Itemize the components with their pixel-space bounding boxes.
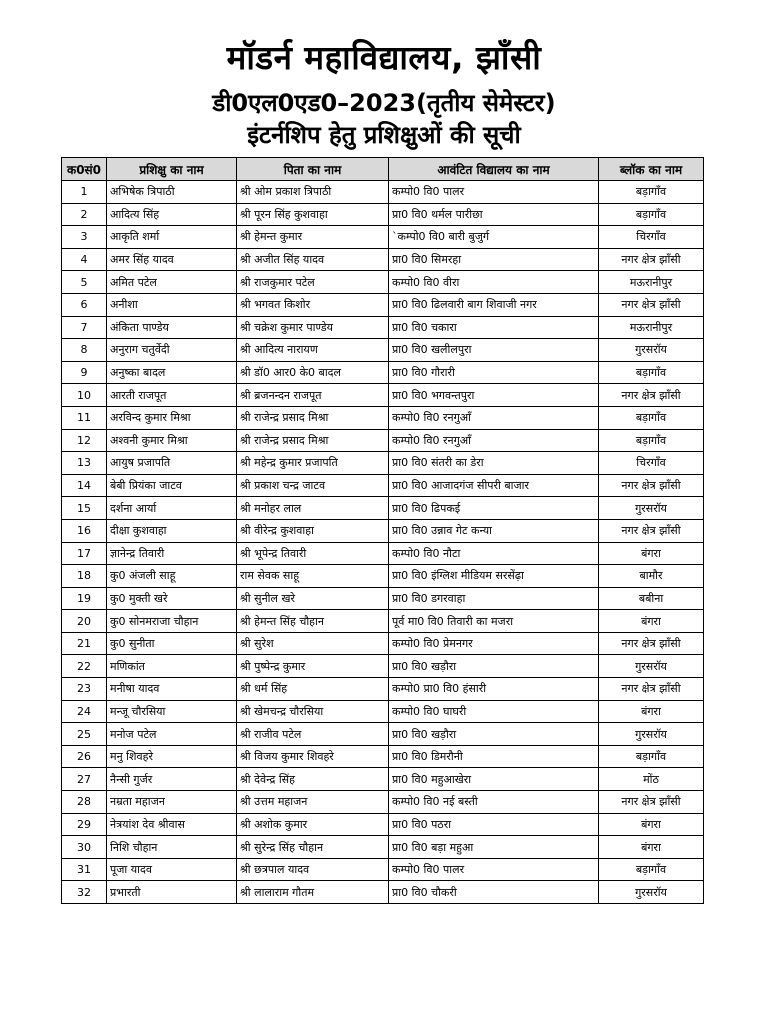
block-name-cell: गुरसरॉय (599, 655, 704, 678)
table-row (62, 293, 704, 316)
school-name-cell: कम्पो0 वि0 पालर (389, 858, 599, 881)
table-row (62, 519, 704, 542)
table-row (62, 271, 704, 294)
trainee-name-cell: अरविन्द कुमार मिश्रा (107, 406, 237, 429)
father-name-cell: श्री हेमन्त सिंह चौहान (237, 610, 389, 633)
trainee-name-cell: नेत्रयांश देव श्रीवास (107, 813, 237, 836)
school-name-cell: प्रा0 वि0 डगरवाहा (389, 587, 599, 610)
trainee-name-cell: आयुष प्रजापति (107, 452, 237, 475)
table-row (62, 339, 704, 362)
father-name-cell: श्री मनोहर लाल (237, 497, 389, 520)
table-row (62, 881, 704, 904)
school-name-cell: प्रा0 वि0 खड़ौरा (389, 655, 599, 678)
block-name-cell: गुरसरॉय (599, 881, 704, 904)
block-name-cell: मऊरानीपुर (599, 316, 704, 339)
father-name-cell: श्री आदित्य नारायण (237, 339, 389, 362)
table-row (62, 678, 704, 701)
school-name-cell: प्रा0 वि0 इंग्लिश मीडियम सरसेंढ़ा (389, 565, 599, 588)
serial-cell: 31 (62, 858, 107, 881)
trainee-name-cell: नम्रता महाजन (107, 791, 237, 814)
father-name-cell: श्री विजय कुमार शिवहरे (237, 745, 389, 768)
trainee-name-cell: कु0 सुनीता (107, 632, 237, 655)
table-row (62, 203, 704, 226)
father-name-cell: श्री सुनील खरे (237, 587, 389, 610)
school-name-cell: प्रा0 वि0 ढिलवारी बाग शिवाजी नगर (389, 293, 599, 316)
table-row (62, 542, 704, 565)
trainee-name-cell: मनु शिवहरे (107, 745, 237, 768)
father-name-cell: श्री देवेन्द्र सिंह (237, 768, 389, 791)
father-name-cell: श्री ओम प्रकाश त्रिपाठी (237, 181, 389, 204)
block-name-cell: बंगरा (599, 542, 704, 565)
serial-cell: 2 (62, 203, 107, 226)
trainee-name-cell: मनोज पटेल (107, 723, 237, 746)
table-row (62, 429, 704, 452)
trainee-name-cell: अनुष्का बादल (107, 361, 237, 384)
block-name-cell: चिरगाँव (599, 452, 704, 475)
trainee-name-cell: दीक्षा कुशवाहा (107, 519, 237, 542)
serial-cell: 5 (62, 271, 107, 294)
father-name-cell: श्री अजीत सिंह यादव (237, 248, 389, 271)
trainee-name-cell: निशि चौहान (107, 836, 237, 859)
school-name-cell: प्रा0 वि0 चौकरी (389, 881, 599, 904)
school-name-cell: प्रा0 वि0 सिमरहा (389, 248, 599, 271)
trainee-name-cell: मणिकांत (107, 655, 237, 678)
serial-cell: 12 (62, 429, 107, 452)
serial-cell: 32 (62, 881, 107, 904)
serial-cell: 13 (62, 452, 107, 475)
serial-cell: 20 (62, 610, 107, 633)
block-name-cell: बड़ागाँव (599, 858, 704, 881)
serial-cell: 14 (62, 474, 107, 497)
trainee-name-cell: कु0 मुक्ती खरे (107, 587, 237, 610)
block-name-cell: मऊरानीपुर (599, 271, 704, 294)
list-title: इंटर्नशिप हेतु प्रशिक्षुओं की सूची (247, 121, 521, 149)
father-name-cell: श्री भगवत किशोर (237, 293, 389, 316)
col-header-trainee-name: प्रशिक्षु का नाम (107, 158, 237, 181)
trainee-name-cell: अनीशा (107, 293, 237, 316)
trainee-name-cell: आरती राजपूत (107, 384, 237, 407)
serial-cell: 1 (62, 181, 107, 204)
table-header-row (62, 158, 704, 181)
serial-cell: 23 (62, 678, 107, 701)
serial-cell: 19 (62, 587, 107, 610)
table-row (62, 745, 704, 768)
school-name-cell: कम्पो0 वि0 रनगुआँ (389, 406, 599, 429)
school-name-cell: प्रा0 वि0 डिमरौनी (389, 745, 599, 768)
father-name-cell: श्री लालाराम गौतम (237, 881, 389, 904)
block-name-cell: बबीना (599, 587, 704, 610)
table-row (62, 655, 704, 678)
block-name-cell: नगर क्षेत्र झाँसी (599, 248, 704, 271)
block-name-cell: नगर क्षेत्र झाँसी (599, 474, 704, 497)
table-row (62, 226, 704, 249)
father-name-cell: श्री राजेन्द्र प्रसाद मिश्रा (237, 429, 389, 452)
serial-cell: 15 (62, 497, 107, 520)
father-name-cell: श्री हेमन्त कुमार (237, 226, 389, 249)
serial-cell: 7 (62, 316, 107, 339)
serial-cell: 18 (62, 565, 107, 588)
table-row (62, 723, 704, 746)
school-name-cell: कम्पो0 वि0 नौटा (389, 542, 599, 565)
table-row (62, 181, 704, 204)
block-name-cell: नगर क्षेत्र झाँसी (599, 519, 704, 542)
serial-cell: 24 (62, 700, 107, 723)
school-name-cell: प्रा0 वि0 ढिपकई (389, 497, 599, 520)
block-name-cell: नगर क्षेत्र झाँसी (599, 293, 704, 316)
block-name-cell: बामौर (599, 565, 704, 588)
school-name-cell: `कम्पो0 वि0 बारी बुजुर्ग (389, 226, 599, 249)
father-name-cell: श्री चक्रेश कुमार पाण्डेय (237, 316, 389, 339)
serial-cell: 25 (62, 723, 107, 746)
father-name-cell: श्री वीरेन्द्र कुशवाहा (237, 519, 389, 542)
serial-cell: 6 (62, 293, 107, 316)
table-row (62, 610, 704, 633)
school-name-cell: प्रा0 वि0 संतरी का डेरा (389, 452, 599, 475)
trainee-name-cell: अमित पटेल (107, 271, 237, 294)
block-name-cell: बंगरा (599, 813, 704, 836)
school-name-cell: कम्पो0 प्रा0 वि0 हंसारी (389, 678, 599, 701)
father-name-cell: राम सेवक साहू (237, 565, 389, 588)
father-name-cell: श्री राजकुमार पटेल (237, 271, 389, 294)
father-name-cell: श्री अशोक कुमार (237, 813, 389, 836)
school-name-cell: प्रा0 वि0 बड़ा महुआ (389, 836, 599, 859)
father-name-cell: श्री राजेन्द्र प्रसाद मिश्रा (237, 406, 389, 429)
block-name-cell: बड़ागाँव (599, 429, 704, 452)
block-name-cell: गुरसरॉय (599, 339, 704, 362)
block-name-cell: नगर क्षेत्र झाँसी (599, 632, 704, 655)
block-name-cell: गुरसरॉय (599, 497, 704, 520)
block-name-cell: चिरगाँव (599, 226, 704, 249)
school-name-cell: प्रा0 वि0 खलीलपुरा (389, 339, 599, 362)
table-row (62, 813, 704, 836)
table-row (62, 384, 704, 407)
father-name-cell: श्री छत्रपाल यादव (237, 858, 389, 881)
school-name-cell: प्रा0 वि0 भगवन्तपुरा (389, 384, 599, 407)
block-name-cell: नगर क्षेत्र झाँसी (599, 678, 704, 701)
father-name-cell: श्री राजीव पटेल (237, 723, 389, 746)
school-name-cell: प्रा0 वि0 पठरा (389, 813, 599, 836)
trainee-name-cell: आकृति शर्मा (107, 226, 237, 249)
father-name-cell: श्री पूरन सिंह कुशवाहा (237, 203, 389, 226)
trainee-name-cell: कु0 सोनमराजा चौहान (107, 610, 237, 633)
block-name-cell: नगर क्षेत्र झाँसी (599, 791, 704, 814)
col-header-serial: क0सं0 (62, 158, 107, 181)
serial-cell: 26 (62, 745, 107, 768)
serial-cell: 8 (62, 339, 107, 362)
internship-table (61, 157, 704, 904)
table-row (62, 791, 704, 814)
school-name-cell: प्रा0 वि0 थर्मल पारीछा (389, 203, 599, 226)
father-name-cell: श्री सुरेन्द्र सिंह चौहान (237, 836, 389, 859)
trainee-name-cell: मन्जू चौरसिया (107, 700, 237, 723)
block-name-cell: गुरसरॉय (599, 723, 704, 746)
school-name-cell: प्रा0 वि0 चकारा (389, 316, 599, 339)
school-name-cell: कम्पो0 वि0 प्रेमनगर (389, 632, 599, 655)
block-name-cell: नगर क्षेत्र झाँसी (599, 384, 704, 407)
block-name-cell: बंगरा (599, 836, 704, 859)
trainee-name-cell: प्रभारती (107, 881, 237, 904)
father-name-cell: श्री सुरेश (237, 632, 389, 655)
serial-cell: 30 (62, 836, 107, 859)
table-row (62, 497, 704, 520)
trainee-name-cell: अंकिता पाण्डेय (107, 316, 237, 339)
block-name-cell: बड़ागाँव (599, 361, 704, 384)
trainee-name-cell: अमर सिंह यादव (107, 248, 237, 271)
serial-cell: 3 (62, 226, 107, 249)
serial-cell: 28 (62, 791, 107, 814)
trainee-name-cell: अश्वनी कुमार मिश्रा (107, 429, 237, 452)
school-name-cell: प्रा0 वि0 महुआखेरा (389, 768, 599, 791)
trainee-name-cell: नैन्सी गुर्जर (107, 768, 237, 791)
school-name-cell: कम्पो0 वि0 वीरा (389, 271, 599, 294)
trainee-name-cell: कु0 अंजली साहू (107, 565, 237, 588)
father-name-cell: श्री पुष्पेन्द्र कुमार (237, 655, 389, 678)
trainee-name-cell: अनुराग चतुर्वेदी (107, 339, 237, 362)
trainee-name-cell: अभिषेक त्रिपाठी (107, 181, 237, 204)
trainee-name-cell: बेबी प्रियंका जाटव (107, 474, 237, 497)
block-name-cell: बंगरा (599, 700, 704, 723)
school-name-cell: प्रा0 वि0 आजादगंज सीपरी बाजार (389, 474, 599, 497)
father-name-cell: श्री भूपेन्द्र तिवारी (237, 542, 389, 565)
table-row (62, 565, 704, 588)
serial-cell: 4 (62, 248, 107, 271)
block-name-cell: मोंठ (599, 768, 704, 791)
trainee-name-cell: पूजा यादव (107, 858, 237, 881)
serial-cell: 22 (62, 655, 107, 678)
table-row (62, 587, 704, 610)
college-title: मॉडर्न महाविद्यालय, झाँसी (226, 38, 542, 77)
school-name-cell: प्रा0 वि0 खड़ौरा (389, 723, 599, 746)
school-name-cell: कम्पो0 वि0 नई बस्ती (389, 791, 599, 814)
father-name-cell: श्री प्रकाश चन्द्र जाटव (237, 474, 389, 497)
serial-cell: 17 (62, 542, 107, 565)
serial-cell: 29 (62, 813, 107, 836)
col-header-block-name: ब्लॉक का नाम (599, 158, 704, 181)
serial-cell: 11 (62, 406, 107, 429)
table-row (62, 316, 704, 339)
block-name-cell: बड़ागाँव (599, 181, 704, 204)
col-header-school-name: आवंटित विद्यालय का नाम (389, 158, 599, 181)
serial-cell: 16 (62, 519, 107, 542)
table-row (62, 858, 704, 881)
block-name-cell: बंगरा (599, 610, 704, 633)
school-name-cell: कम्पो0 वि0 रनगुआँ (389, 429, 599, 452)
father-name-cell: श्री महेन्द्र कुमार प्रजापति (237, 452, 389, 475)
father-name-cell: श्री उत्तम महाजन (237, 791, 389, 814)
trainee-name-cell: ज्ञानेन्द्र तिवारी (107, 542, 237, 565)
table-row (62, 248, 704, 271)
col-header-father-name: पिता का नाम (237, 158, 389, 181)
father-name-cell: श्री खेमचन्द्र चौरसिया (237, 700, 389, 723)
school-name-cell: प्रा0 वि0 गौरारी (389, 361, 599, 384)
serial-cell: 27 (62, 768, 107, 791)
course-subtitle: डी0एल0एड0–2023(तृतीय सेमेस्टर) (212, 89, 556, 117)
father-name-cell: श्री ब्रजनन्दन राजपूत (237, 384, 389, 407)
table-row (62, 406, 704, 429)
school-name-cell: प्रा0 वि0 उन्नाव गेट कन्या (389, 519, 599, 542)
father-name-cell: श्री डॉ0 आर0 के0 बादल (237, 361, 389, 384)
trainee-name-cell: आदित्य सिंह (107, 203, 237, 226)
school-name-cell: कम्पो0 वि0 घाघरी (389, 700, 599, 723)
block-name-cell: बड़ागाँव (599, 406, 704, 429)
table-row (62, 452, 704, 475)
table-row (62, 700, 704, 723)
serial-cell: 21 (62, 632, 107, 655)
table-row (62, 836, 704, 859)
block-name-cell: बड़ागाँव (599, 203, 704, 226)
school-name-cell: पूर्व मा0 वि0 तिवारी का मजरा (389, 610, 599, 633)
trainee-name-cell: मनीषा यादव (107, 678, 237, 701)
serial-cell: 9 (62, 361, 107, 384)
trainee-name-cell: दर्शना आर्या (107, 497, 237, 520)
school-name-cell: कम्पो0 वि0 पालर (389, 181, 599, 204)
table-row (62, 361, 704, 384)
serial-cell: 10 (62, 384, 107, 407)
table-row (62, 474, 704, 497)
table-row (62, 632, 704, 655)
father-name-cell: श्री धर्म सिंह (237, 678, 389, 701)
table-row (62, 768, 704, 791)
block-name-cell: बड़ागाँव (599, 745, 704, 768)
